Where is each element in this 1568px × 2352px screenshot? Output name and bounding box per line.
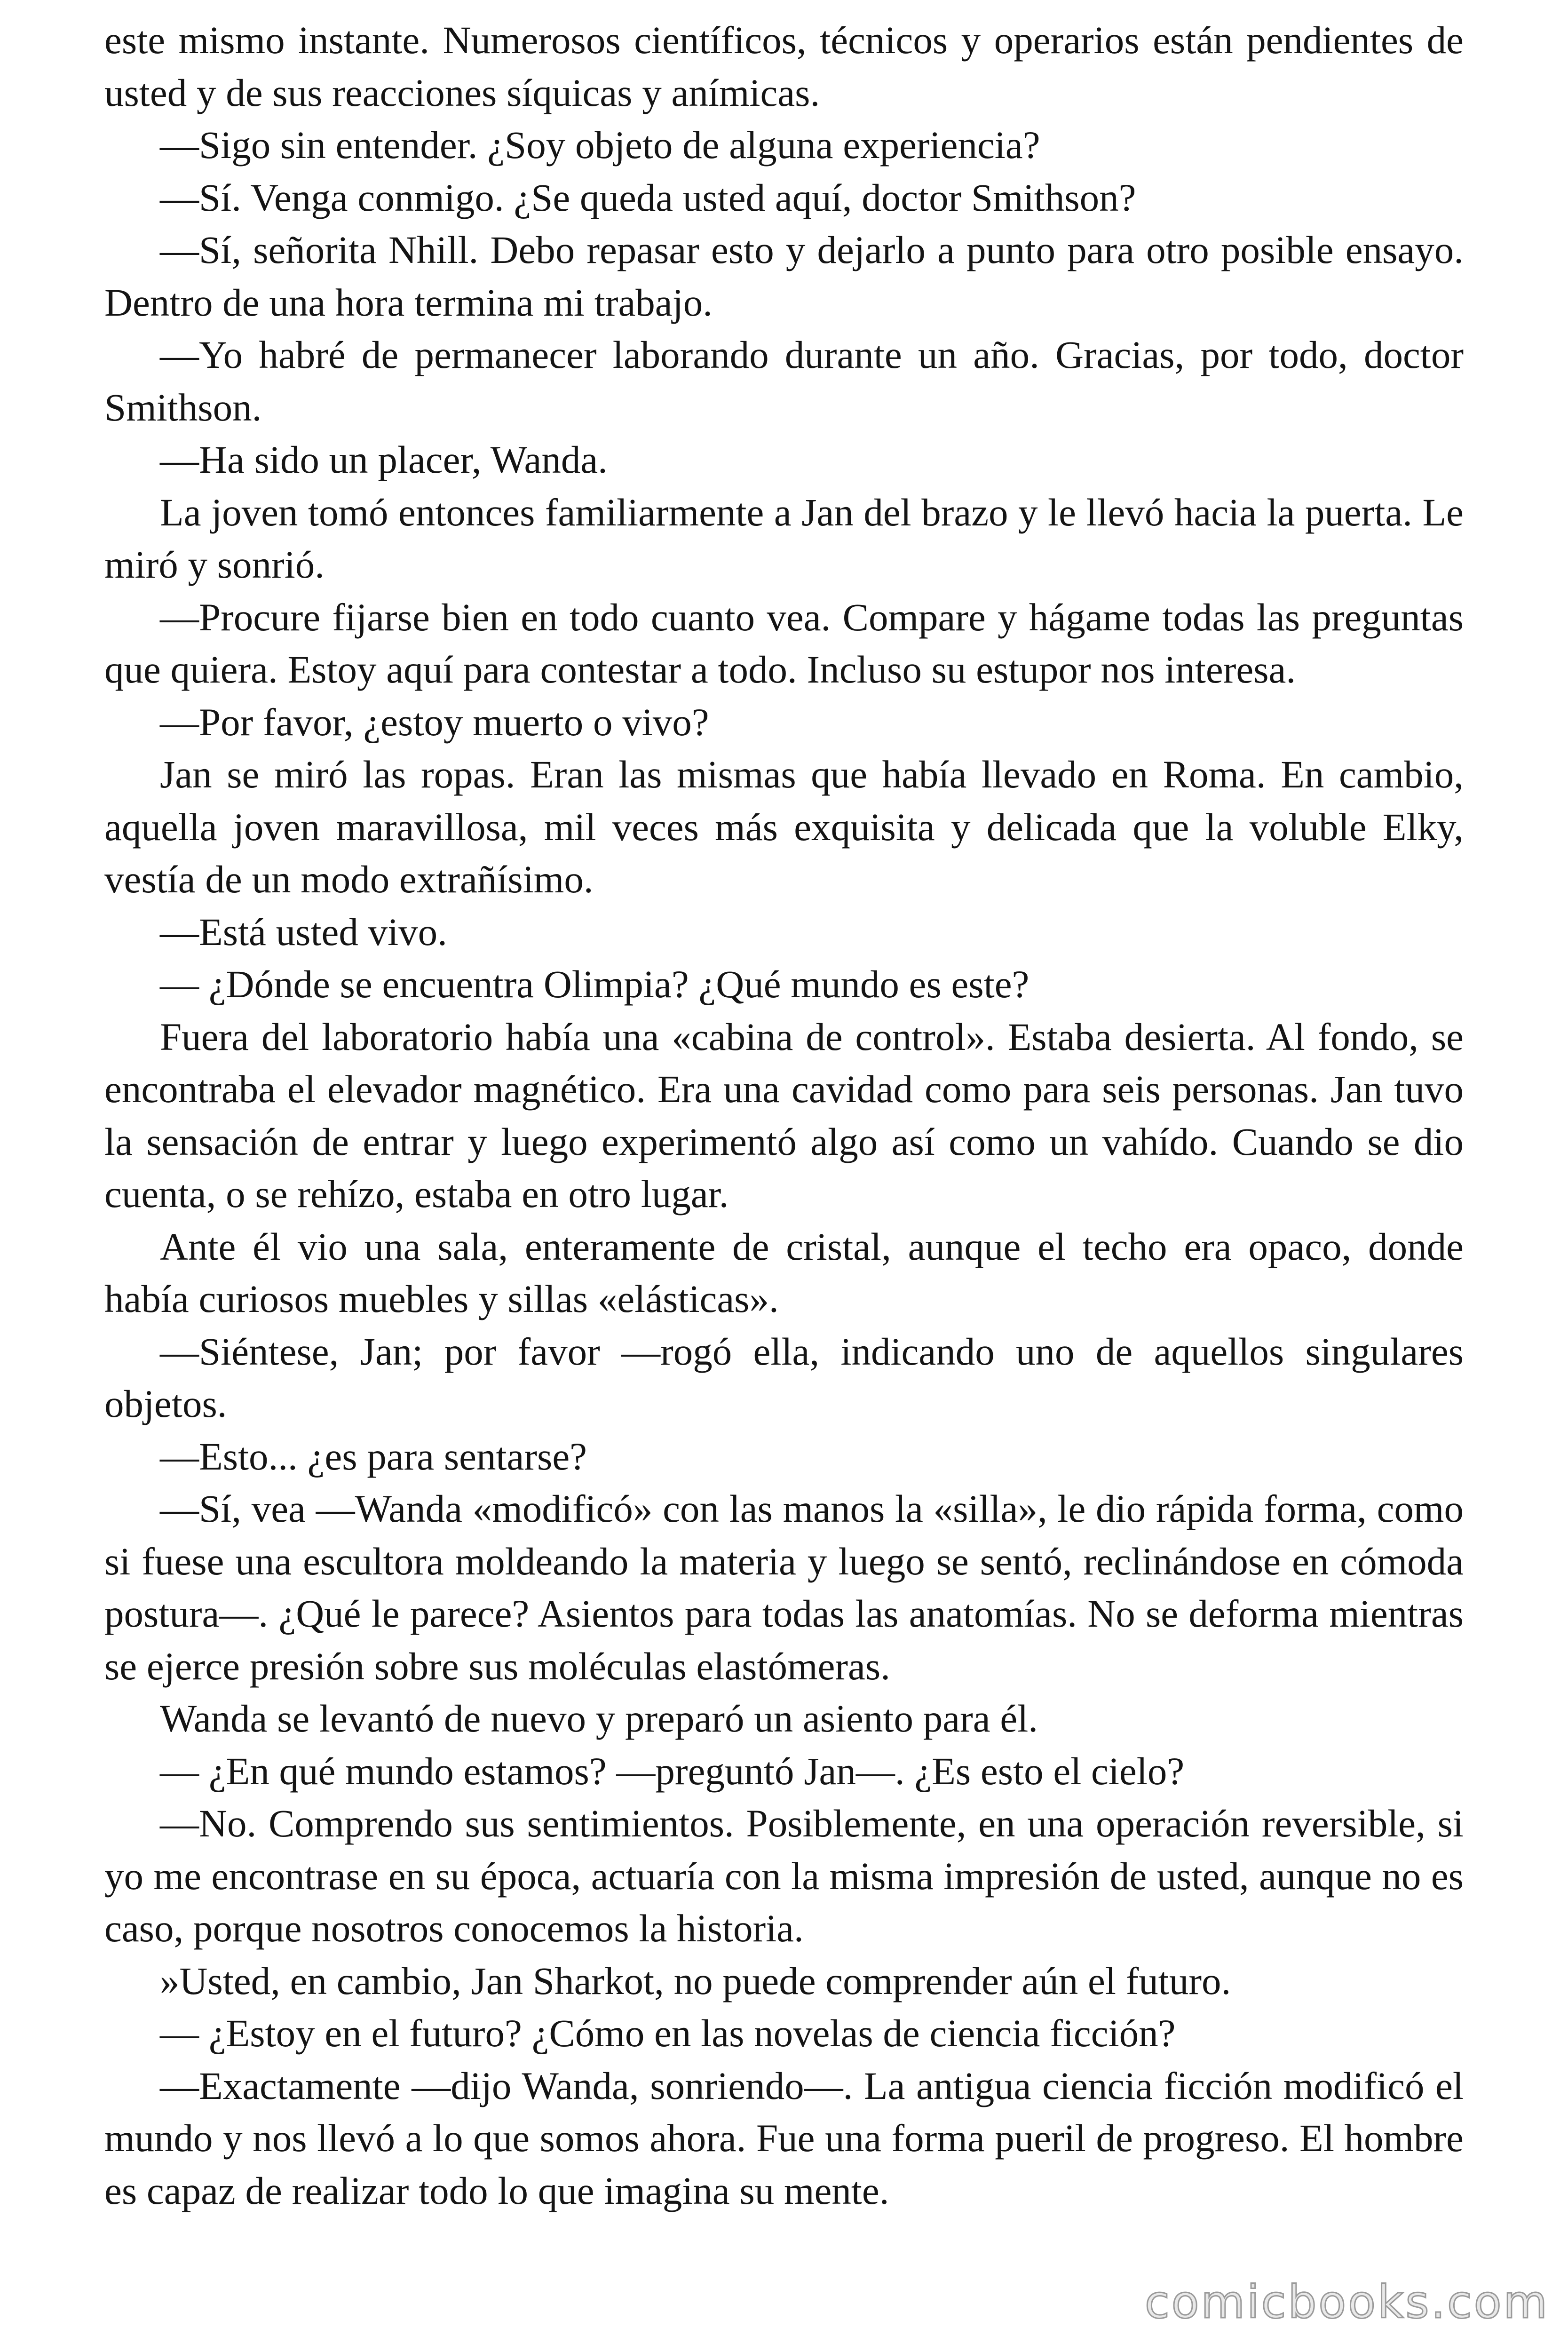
paragraph: Fuera del laboratorio había una «cabina de control». Estaba desierta. Al fondo, se encontraba el elevador magnético. Era una cavidad como para seis personas. Jan tuvo la sensación de entrar y luego experimentó algo así como un vahído. Cuando se dio cuenta, o se rehízo, estaba en otro lugar. xyxy=(104,1015,1464,1216)
paragraph: —Sí, vea —Wanda «modificó» con las manos la «silla», le dio rápida forma, como si fuese una escultora moldeando la materia y luego se sentó, reclinándose en cómoda postura—. ¿Qué le parece? Asientos para todas las anatomías. No se deforma mientras se ejerce presión sobre sus moléculas elastómeras. xyxy=(104,1487,1464,1688)
paragraph: — ¿Dónde se encuentra Olimpia? ¿Qué mundo es este? xyxy=(160,962,1029,1006)
paragraph: —Sí. Venga conmigo. ¿Se queda usted aquí, doctor Smithson? xyxy=(160,175,1136,219)
paragraph: —Ha sido un placer, Wanda. xyxy=(160,438,608,481)
body-text xyxy=(104,14,1464,2217)
paragraph: »Usted, en cambio, Jan Sharkot, no puede comprender aún el futuro. xyxy=(160,1959,1231,2002)
paragraph: —Procure fijarse bien en todo cuanto vea. Compare y hágame todas las preguntas que quiera. Estoy aquí para contestar a todo. Incluso su estupor nos interesa. xyxy=(104,595,1464,691)
paragraph: La joven tomó entonces familiarmente a Jan del brazo y le llevó hacia la puerta. Le miró y sonrió. xyxy=(104,490,1464,586)
paragraph: — ¿Estoy en el futuro? ¿Cómo en las novelas de ciencia ficción? xyxy=(160,2011,1176,2055)
paragraph: —Exactamente —dijo Wanda, sonriendo—. La antigua ciencia ficción modificó el mundo y nos llevó a lo que somos ahora. Fue una forma pueril de progreso. El hombre es capaz de realizar todo lo que imagina su mente. xyxy=(104,2064,1464,2212)
paragraph: —Siéntese, Jan; por favor —rogó ella, indicando uno de aquellos singulares objetos. xyxy=(104,1329,1464,1425)
paragraph: —Esto... ¿es para sentarse? xyxy=(160,1434,587,1478)
paragraph: —Está usted vivo. xyxy=(160,910,447,954)
paragraph: —Sigo sin entender. ¿Soy objeto de alguna experiencia? xyxy=(160,123,1040,167)
paragraph: Ante él vio una sala, enteramente de cristal, aunque el techo era opaco, donde había curiosos muebles y sillas «elásticas». xyxy=(104,1224,1464,1320)
paragraph: — ¿En qué mundo estamos? —preguntó Jan—. ¿Es esto el cielo? xyxy=(160,1749,1185,1793)
paragraph: —Por favor, ¿estoy muerto o vivo? xyxy=(160,700,709,744)
paragraph: —Yo habré de permanecer laborando durante un año. Gracias, por todo, doctor Smithson. xyxy=(104,333,1464,429)
paragraph: —No. Comprendo sus sentimientos. Posiblemente, en una operación reversible, si yo me encontrase en su época, actuaría con la misma impresión de usted, aunque no es caso, porque nosotros conocemos la historia. xyxy=(104,1802,1464,1950)
paragraph: —Sí, señorita Nhill. Debo repasar esto y dejarlo a punto para otro posible ensayo. Dentro de una hora termina mi trabajo. xyxy=(104,228,1464,324)
paragraph: este mismo instante. Numerosos científicos, técnicos y operarios están pendientes de usted y de sus reacciones síquicas y anímicas. xyxy=(104,18,1464,114)
paragraph: Jan se miró las ropas. Eran las mismas que había llevado en Roma. En cambio, aquella joven maravillosa, mil veces más exquisita y delicada que la voluble Elky, vestía de un modo extrañísimo. xyxy=(104,753,1464,901)
watermark-logo: comicbooks.com xyxy=(1144,2276,1549,2328)
paragraph: Wanda se levantó de nuevo y preparó un asiento para él. xyxy=(160,1697,1038,1740)
